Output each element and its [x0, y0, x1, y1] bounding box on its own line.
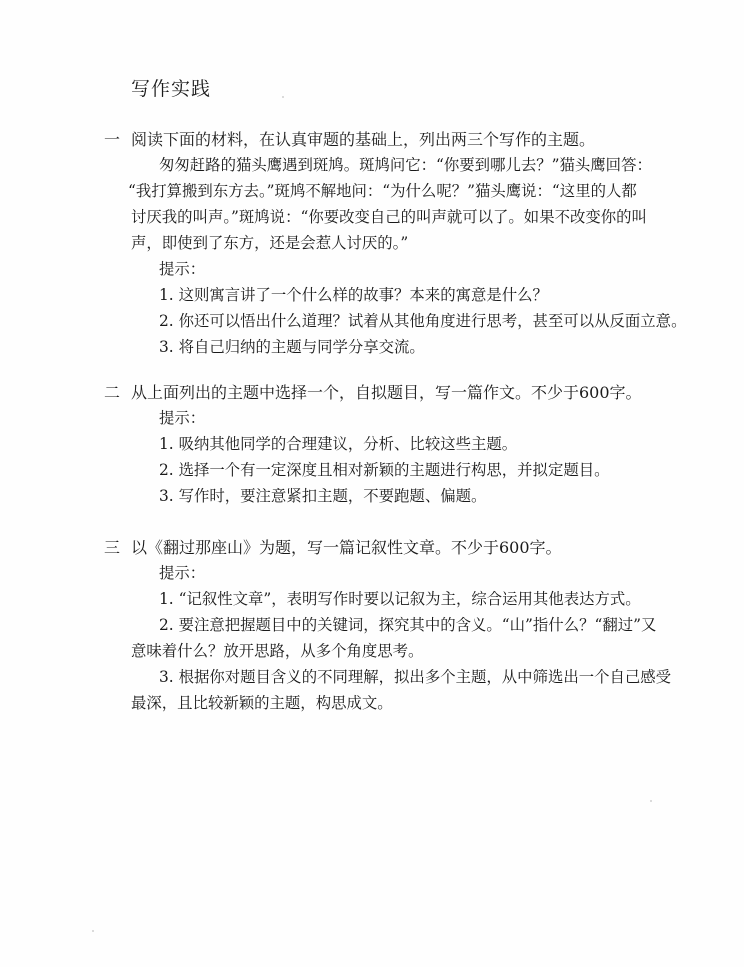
question-1-heading: [0, 127, 744, 153]
hint-item-continued: 意味着什么？放开思路，从多个角度思考。: [131, 642, 424, 660]
hint-label: 提示：: [159, 564, 206, 582]
story-line: 讨厌我的叫声。”斑鸠说：“你要改变自己的叫声就可以了。如果不改变你的叫: [131, 208, 647, 226]
question-3-heading: [0, 535, 744, 561]
hint-label: 提示：: [159, 260, 206, 278]
hint-item: 1. 这则寓言讲了一个什么样的故事？本来的寓意是什么？: [159, 286, 548, 304]
scan-speck: [92, 930, 94, 932]
story-line: 匆匆赶路的猫头鹰遇到斑鸠。斑鸠问它：“你要到哪儿去？”猫头鹰回答：: [159, 156, 652, 174]
hint-item: 1. 吸纳其他同学的合理建议，分析、比较这些主题。: [159, 435, 518, 453]
question-2-heading: [0, 380, 744, 406]
hint-item: 3. 写作时，要注意紧扣主题，不要跑题、偏题。: [159, 487, 487, 505]
question-prompt: 阅读下面的材料，在认真审题的基础上，列出两三个写作的主题。: [131, 130, 596, 149]
story-line: “我打算搬到东方去。”斑鸠不解地问：“为什么呢？”猫头鹰说：“这里的人都: [128, 182, 637, 200]
hint-item: 3. 将自己归纳的主题与同学分享交流。: [159, 338, 425, 356]
hint-item: 3. 根据你对题目含义的不同理解，拟出多个主题，从中筛选出一个自己感受: [159, 668, 672, 686]
question-number: 二: [104, 383, 121, 402]
hint-item: 2. 选择一个有一定深度且相对新颖的主题进行构思，并拟定题目。: [159, 461, 610, 479]
question-number: 三: [104, 538, 121, 557]
hint-item: 2. 要注意把握题目中的关键词，探究其中的含义。“山”指什么？“翻过”又: [159, 616, 657, 634]
question-prompt: 以《翻过那座山》为题，写一篇记叙性文章。不少于600字。: [131, 538, 562, 557]
hint-item-continued: 最深，且比较新颖的主题，构思成文。: [131, 694, 393, 712]
hint-label: 提示：: [159, 409, 206, 427]
scan-speck: [282, 96, 284, 98]
page-title: 写作实践: [131, 78, 212, 100]
hint-item: 2. 你还可以悟出什么道理？试着从其他角度进行思考，甚至可以从反面立意。: [159, 312, 687, 330]
hint-item: 1. “记叙性文章”，表明写作时要以记叙为主，综合运用其他表达方式。: [159, 590, 641, 608]
story-line: 声，即使到了东方，还是会惹人讨厌的。”: [131, 234, 409, 252]
question-number: 一: [104, 130, 121, 149]
question-prompt: 从上面列出的主题中选择一个，自拟题目，写一篇作文。不少于600字。: [131, 383, 642, 402]
scan-speck: [650, 800, 652, 802]
